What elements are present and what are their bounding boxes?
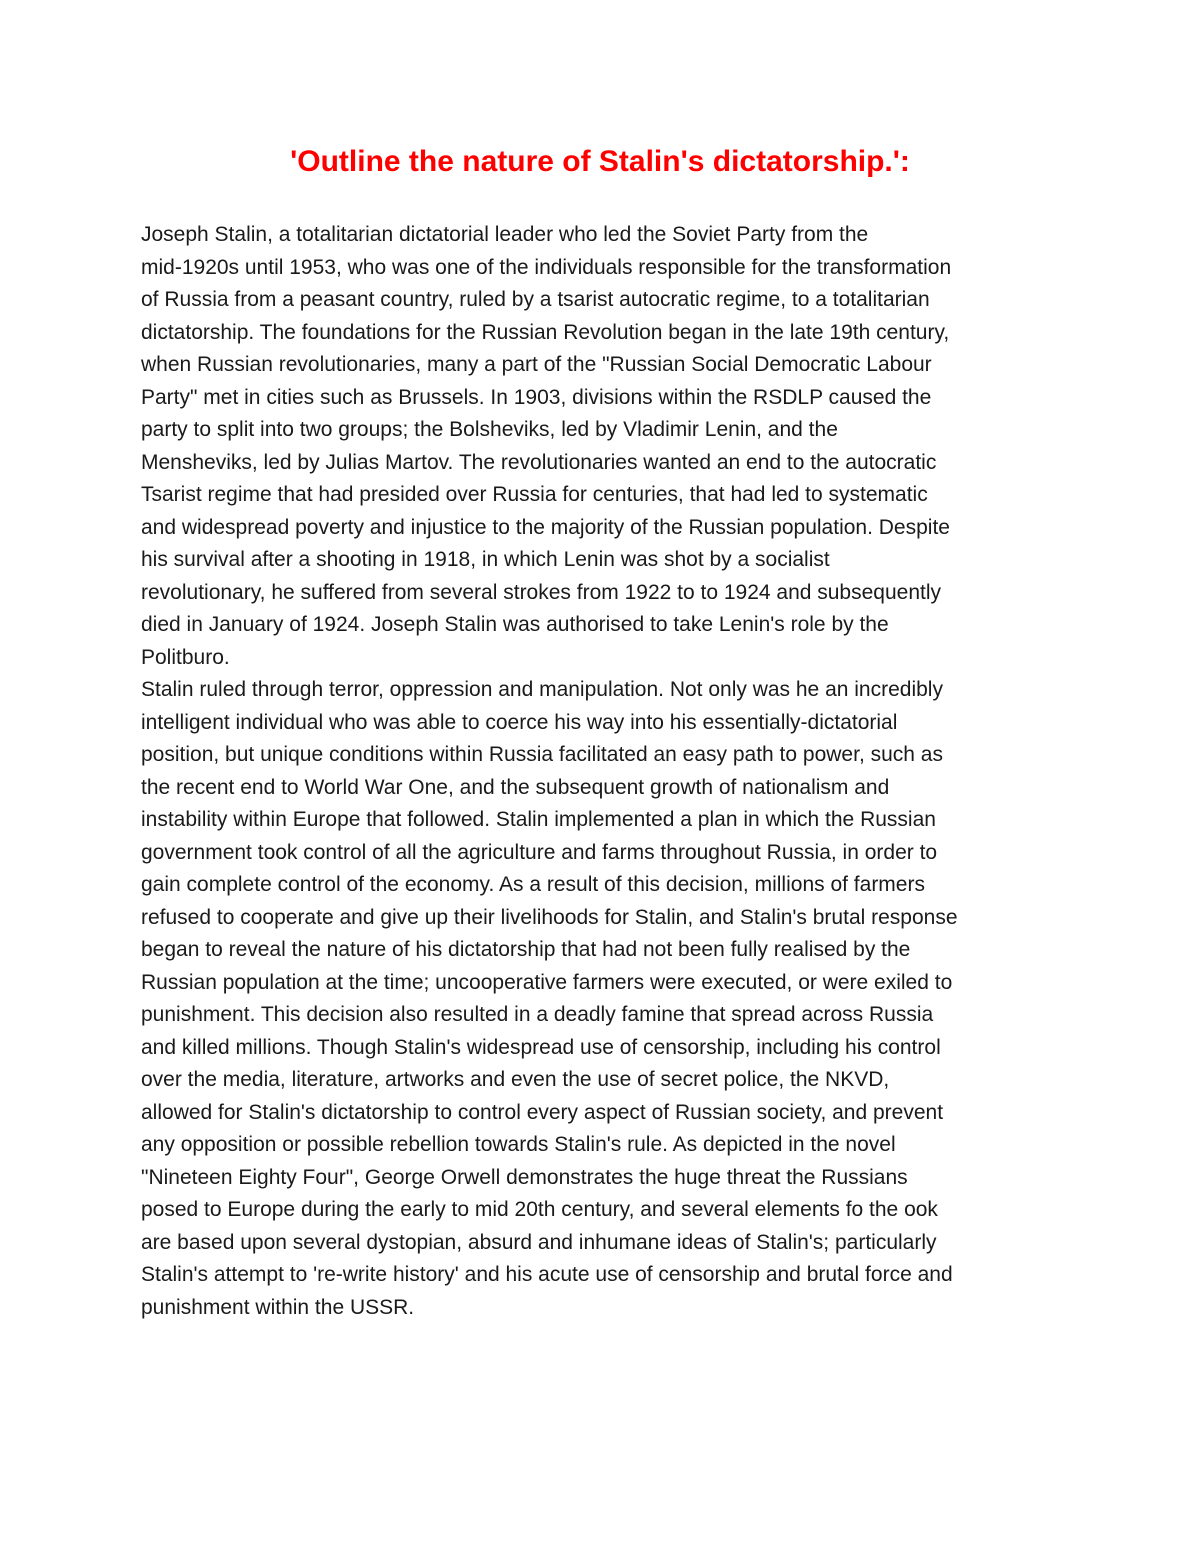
text-line: allowed for Stalin's dictatorship to control every aspect of Russian society, and prevent [141,1100,944,1124]
text-line: Joseph Stalin, a totalitarian dictatorial leader who led the Soviet Party from the [141,223,869,246]
text-line: party to split into two groups; the Bolsheviks, led by Vladimir Lenin, and the [141,418,838,441]
text-line: instability within Europe that followed. Stalin implemented a plan in which the Russian [141,808,936,831]
text-line: over the media, literature, artworks and even the use of secret police, the NKVD, [141,1068,890,1091]
text-line: punishment. This decision also resulted in a deadly famine that spread across Russia [141,1003,934,1026]
text-line: intelligent individual who was able to coerce his way into his essentially-dictatorial [141,710,898,734]
text-line: "Nineteen Eighty Four", George Orwell demonstrates the huge threat the Russians [141,1165,908,1189]
paragraph [141,674,1066,1324]
text-line: revolutionary, he suffered from several strokes from 1922 to to 1924 and subsequently [141,580,942,604]
text-line: Mensheviks, led by Julias Martov. The revolutionaries wanted an end to the autocratic [141,450,937,474]
text-line: punishment within the USSR. [141,1295,415,1319]
text-line: and killed millions. Though Stalin's widespread use of censorship, including his control [141,1035,941,1059]
text-line: Politburo. [141,645,230,669]
page-title: 'Outline the nature of Stalin's dictatorship.': [290,145,910,178]
text-line: dictatorship. The foundations for the Russian Revolution began in the late 19th century, [141,320,950,344]
text-line: gain complete control of the economy. As a result of this decision, millions of farmers [141,873,925,896]
text-line: posed to Europe during the early to mid 20th century, and several elements fo the ook [141,1198,938,1221]
text-line: are based upon several dystopian, absurd and inhumane ideas of Stalin's; particularly [141,1230,937,1254]
text-line: Tsarist regime that had presided over Russia for centuries, that had led to systematic [141,483,928,506]
text-line: mid-1920s until 1953, who was one of the individuals responsible for the transformation [141,255,952,279]
text-line: refused to cooperate and give up their livelihoods for Stalin, and Stalin's brutal response [141,905,958,929]
text-line: Party" met in cities such as Brussels. In 1903, divisions within the RSDLP caused the [141,385,932,409]
text-line: Stalin's attempt to 're-write history' and his acute use of censorship and brutal force and [141,1263,953,1286]
text-line: his survival after a shooting in 1918, in which Lenin was shot by a socialist [141,548,830,571]
text-line: any opposition or possible rebellion towards Stalin's rule. As depicted in the novel [141,1133,896,1156]
text-line: when Russian revolutionaries, many a part of the "Russian Social Democratic Labour [141,353,932,376]
text-line: the recent end to World War One, and the subsequent growth of nationalism and [141,775,890,799]
document-body [141,219,1066,1324]
text-line: of Russia from a peasant country, ruled by a tsarist autocratic regime, to a totalitarian [141,288,930,311]
text-line: position, but unique conditions within Russia facilitated an easy path to power, such as [141,743,943,766]
text-line: died in January of 1924. Joseph Stalin was authorised to take Lenin's role by the [141,613,889,636]
text-line: Russian population at the time; uncooperative farmers were executed, or were exiled to [141,970,953,994]
paragraph [141,219,1066,674]
text-line: and widespread poverty and injustice to the majority of the Russian population. Despite [141,515,950,539]
text-line: began to reveal the nature of his dictatorship that had not been fully realised by the [141,938,911,961]
text-line: government took control of all the agriculture and farms throughout Russia, in order to [141,840,938,864]
text-line: Stalin ruled through terror, oppression and manipulation. Not only was he an incredibly [141,678,943,701]
